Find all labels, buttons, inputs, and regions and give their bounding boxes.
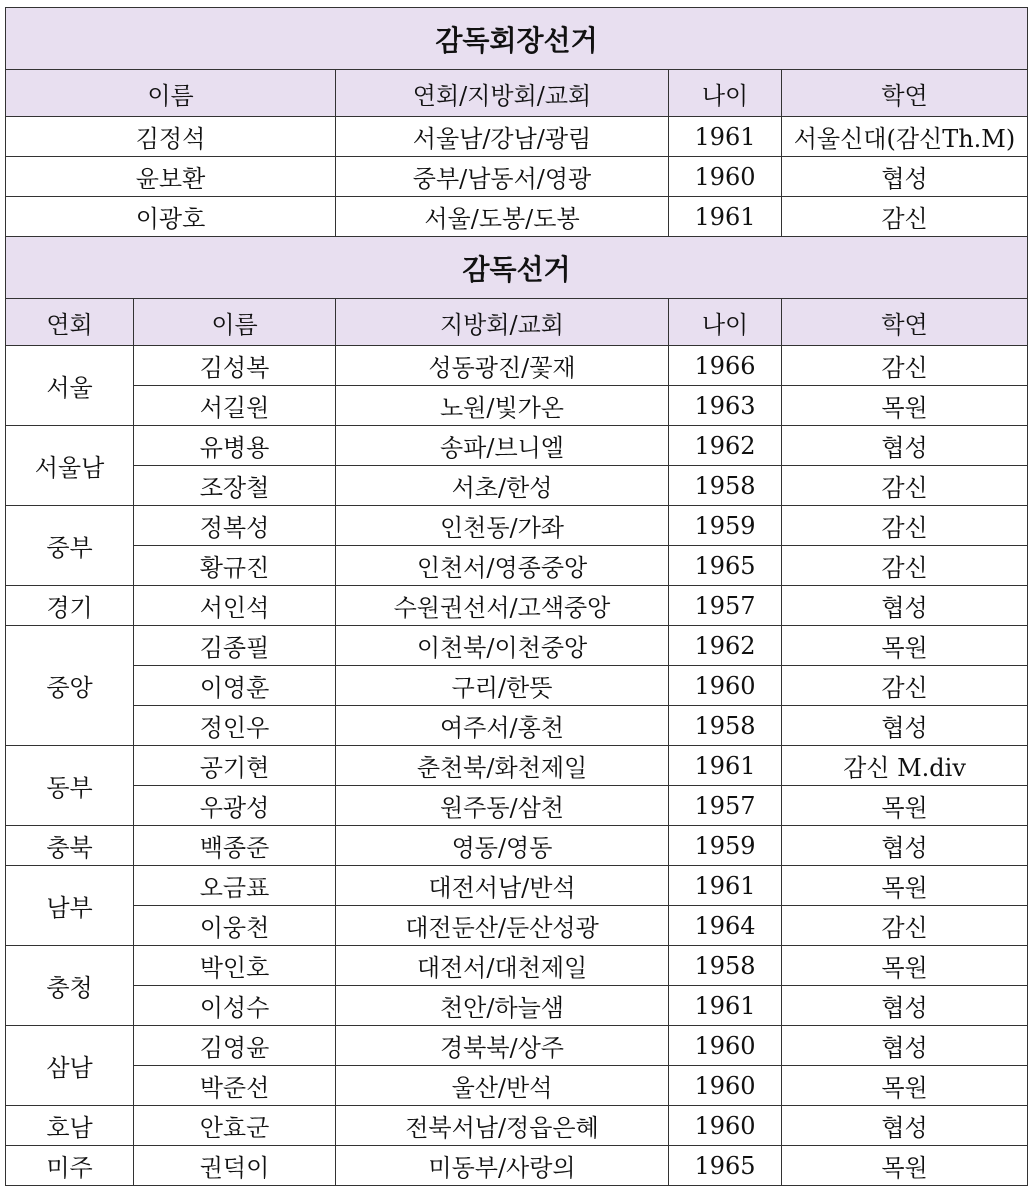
bishops-header-row [6,299,1028,346]
candidate-name: 김성복 [134,346,336,386]
candidate-birth-year: 1960 [669,1106,782,1146]
section-title-president: 감독회장선거 [6,8,1028,70]
candidate-district-church: 전북서남/정읍은혜 [336,1106,669,1146]
conference-name: 서울 [6,346,134,426]
candidate-name: 박준선 [134,1066,336,1106]
candidate-name: 유병용 [134,426,336,466]
conference-name: 남부 [6,866,134,946]
candidate-name: 이광호 [6,197,336,237]
candidate-education: 협성 [782,157,1028,197]
candidate-name: 황규진 [134,546,336,586]
candidate-district-church: 원주동/삼천 [336,786,669,826]
candidate-district-church: 이천북/이천중앙 [336,626,669,666]
candidate-name: 안효군 [134,1106,336,1146]
president-candidate-row [6,197,1028,237]
candidate-birth-year: 1958 [669,706,782,746]
candidate-birth-year: 1958 [669,466,782,506]
candidate-education: 협성 [782,1106,1028,1146]
candidate-education: 감신 [782,466,1028,506]
candidate-birth-year: 1965 [669,1146,782,1186]
candidate-birth-year: 1962 [669,426,782,466]
candidate-district-church: 영동/영동 [336,826,669,866]
candidate-education: 협성 [782,706,1028,746]
bishop-candidate-row [6,546,1028,586]
bishop-candidate-row [6,1106,1028,1146]
candidate-education: 협성 [782,986,1028,1026]
candidate-birth-year: 1962 [669,626,782,666]
candidate-affiliation: 서울/도봉/도봉 [336,197,669,237]
conference-name: 중부 [6,506,134,586]
candidate-birth-year: 1963 [669,386,782,426]
bishop-candidate-row [6,786,1028,826]
candidate-district-church: 춘천북/화천제일 [336,746,669,786]
president-header-row [6,70,1028,117]
candidate-education: 감신 [782,906,1028,946]
candidate-district-church: 천안/하늘샘 [336,986,669,1026]
candidate-name: 이성수 [134,986,336,1026]
candidate-education: 목원 [782,786,1028,826]
candidate-education: 협성 [782,426,1028,466]
candidate-district-church: 구리/한뜻 [336,666,669,706]
conference-name: 삼남 [6,1026,134,1106]
candidate-birth-year: 1961 [669,986,782,1026]
candidate-name: 서인석 [134,586,336,626]
candidate-education: 목원 [782,946,1028,986]
candidate-district-church: 서초/한성 [336,466,669,506]
candidate-education: 목원 [782,626,1028,666]
candidate-name: 김영윤 [134,1026,336,1066]
election-table-container [5,7,1027,1186]
candidate-name: 우광성 [134,786,336,826]
president-candidate-row [6,157,1028,197]
bishop-candidate-row [6,946,1028,986]
candidate-district-church: 인천서/영종중앙 [336,546,669,586]
header-education: 학연 [782,299,1028,346]
bishop-candidate-row [6,746,1028,786]
candidate-district-church: 경북북/상주 [336,1026,669,1066]
candidate-education: 감신 [782,346,1028,386]
bishop-candidate-row [6,586,1028,626]
candidate-birth-year: 1960 [669,1026,782,1066]
candidate-education: 목원 [782,386,1028,426]
candidate-education: 협성 [782,586,1028,626]
conference-name: 호남 [6,1106,134,1146]
bishops-title-row [6,237,1028,299]
candidate-district-church: 인천동/가좌 [336,506,669,546]
candidate-birth-year: 1957 [669,586,782,626]
candidate-name: 정인우 [134,706,336,746]
candidate-name: 박인호 [134,946,336,986]
candidate-district-church: 울산/반석 [336,1066,669,1106]
candidate-birth-year: 1961 [669,197,782,237]
header-district-church: 지방회/교회 [336,299,669,346]
candidate-name: 백종준 [134,826,336,866]
president-title-row [6,8,1028,70]
candidate-affiliation: 중부/남동서/영광 [336,157,669,197]
candidate-name: 권덕이 [134,1146,336,1186]
conference-name: 미주 [6,1146,134,1186]
candidate-name: 이영훈 [134,666,336,706]
candidate-education: 감신 [782,546,1028,586]
candidate-education: 협성 [782,1026,1028,1066]
conference-name: 중앙 [6,626,134,746]
bishop-candidate-row [6,466,1028,506]
header-conference: 연회 [6,299,134,346]
candidate-education: 서울신대(감신Th.M) [782,117,1028,157]
header-birth-year: 나이 [669,299,782,346]
candidate-name: 정복성 [134,506,336,546]
candidate-birth-year: 1959 [669,506,782,546]
conference-name: 경기 [6,586,134,626]
bishop-candidate-row [6,386,1028,426]
candidate-district-church: 수원권선서/고색중앙 [336,586,669,626]
conference-name: 충북 [6,826,134,866]
bishop-candidate-row [6,826,1028,866]
candidate-birth-year: 1958 [669,946,782,986]
header-name: 이름 [134,299,336,346]
candidate-birth-year: 1964 [669,906,782,946]
bishop-candidate-row [6,506,1028,546]
header-education: 학연 [782,70,1028,117]
section-title-bishops: 감독선거 [6,237,1028,299]
candidate-birth-year: 1960 [669,666,782,706]
candidate-name: 이웅천 [134,906,336,946]
election-table [5,7,1028,1186]
candidate-birth-year: 1959 [669,826,782,866]
candidate-district-church: 미동부/사랑의 [336,1146,669,1186]
candidate-education: 목원 [782,1146,1028,1186]
bishop-candidate-row [6,626,1028,666]
bishop-candidate-row [6,346,1028,386]
candidate-education: 감신 [782,666,1028,706]
candidate-education: 감신 [782,197,1028,237]
candidate-birth-year: 1961 [669,746,782,786]
president-candidate-row [6,117,1028,157]
candidate-name: 조장철 [134,466,336,506]
candidate-district-church: 송파/브니엘 [336,426,669,466]
candidate-district-church: 대전서남/반석 [336,866,669,906]
candidate-birth-year: 1961 [669,866,782,906]
candidate-education: 협성 [782,826,1028,866]
candidate-birth-year: 1966 [669,346,782,386]
bishop-candidate-row [6,866,1028,906]
candidate-name: 윤보환 [6,157,336,197]
candidate-education: 목원 [782,1066,1028,1106]
bishop-candidate-row [6,1146,1028,1186]
candidate-district-church: 성동광진/꽃재 [336,346,669,386]
candidate-birth-year: 1965 [669,546,782,586]
header-conference-district-church: 연회/지방회/교회 [336,70,669,117]
conference-name: 서울남 [6,426,134,506]
candidate-district-church: 대전둔산/둔산성광 [336,906,669,946]
bishop-candidate-row [6,906,1028,946]
candidate-name: 서길원 [134,386,336,426]
candidate-education: 목원 [782,866,1028,906]
candidate-birth-year: 1960 [669,157,782,197]
bishop-candidate-row [6,1026,1028,1066]
candidate-name: 김정석 [6,117,336,157]
candidate-name: 김종필 [134,626,336,666]
candidate-affiliation: 서울남/강남/광림 [336,117,669,157]
bishop-candidate-row [6,1066,1028,1106]
candidate-district-church: 여주서/홍천 [336,706,669,746]
conference-name: 충청 [6,946,134,1026]
candidate-birth-year: 1960 [669,1066,782,1106]
conference-name: 동부 [6,746,134,826]
bishop-candidate-row [6,986,1028,1026]
header-name: 이름 [6,70,336,117]
candidate-education: 감신 M.div [782,746,1028,786]
candidate-name: 공기현 [134,746,336,786]
candidate-name: 오금표 [134,866,336,906]
bishop-candidate-row [6,426,1028,466]
candidate-birth-year: 1961 [669,117,782,157]
candidate-district-church: 노원/빛가온 [336,386,669,426]
bishop-candidate-row [6,706,1028,746]
header-birth-year: 나이 [669,70,782,117]
candidate-education: 감신 [782,506,1028,546]
candidate-district-church: 대전서/대천제일 [336,946,669,986]
bishop-candidate-row [6,666,1028,706]
candidate-birth-year: 1957 [669,786,782,826]
